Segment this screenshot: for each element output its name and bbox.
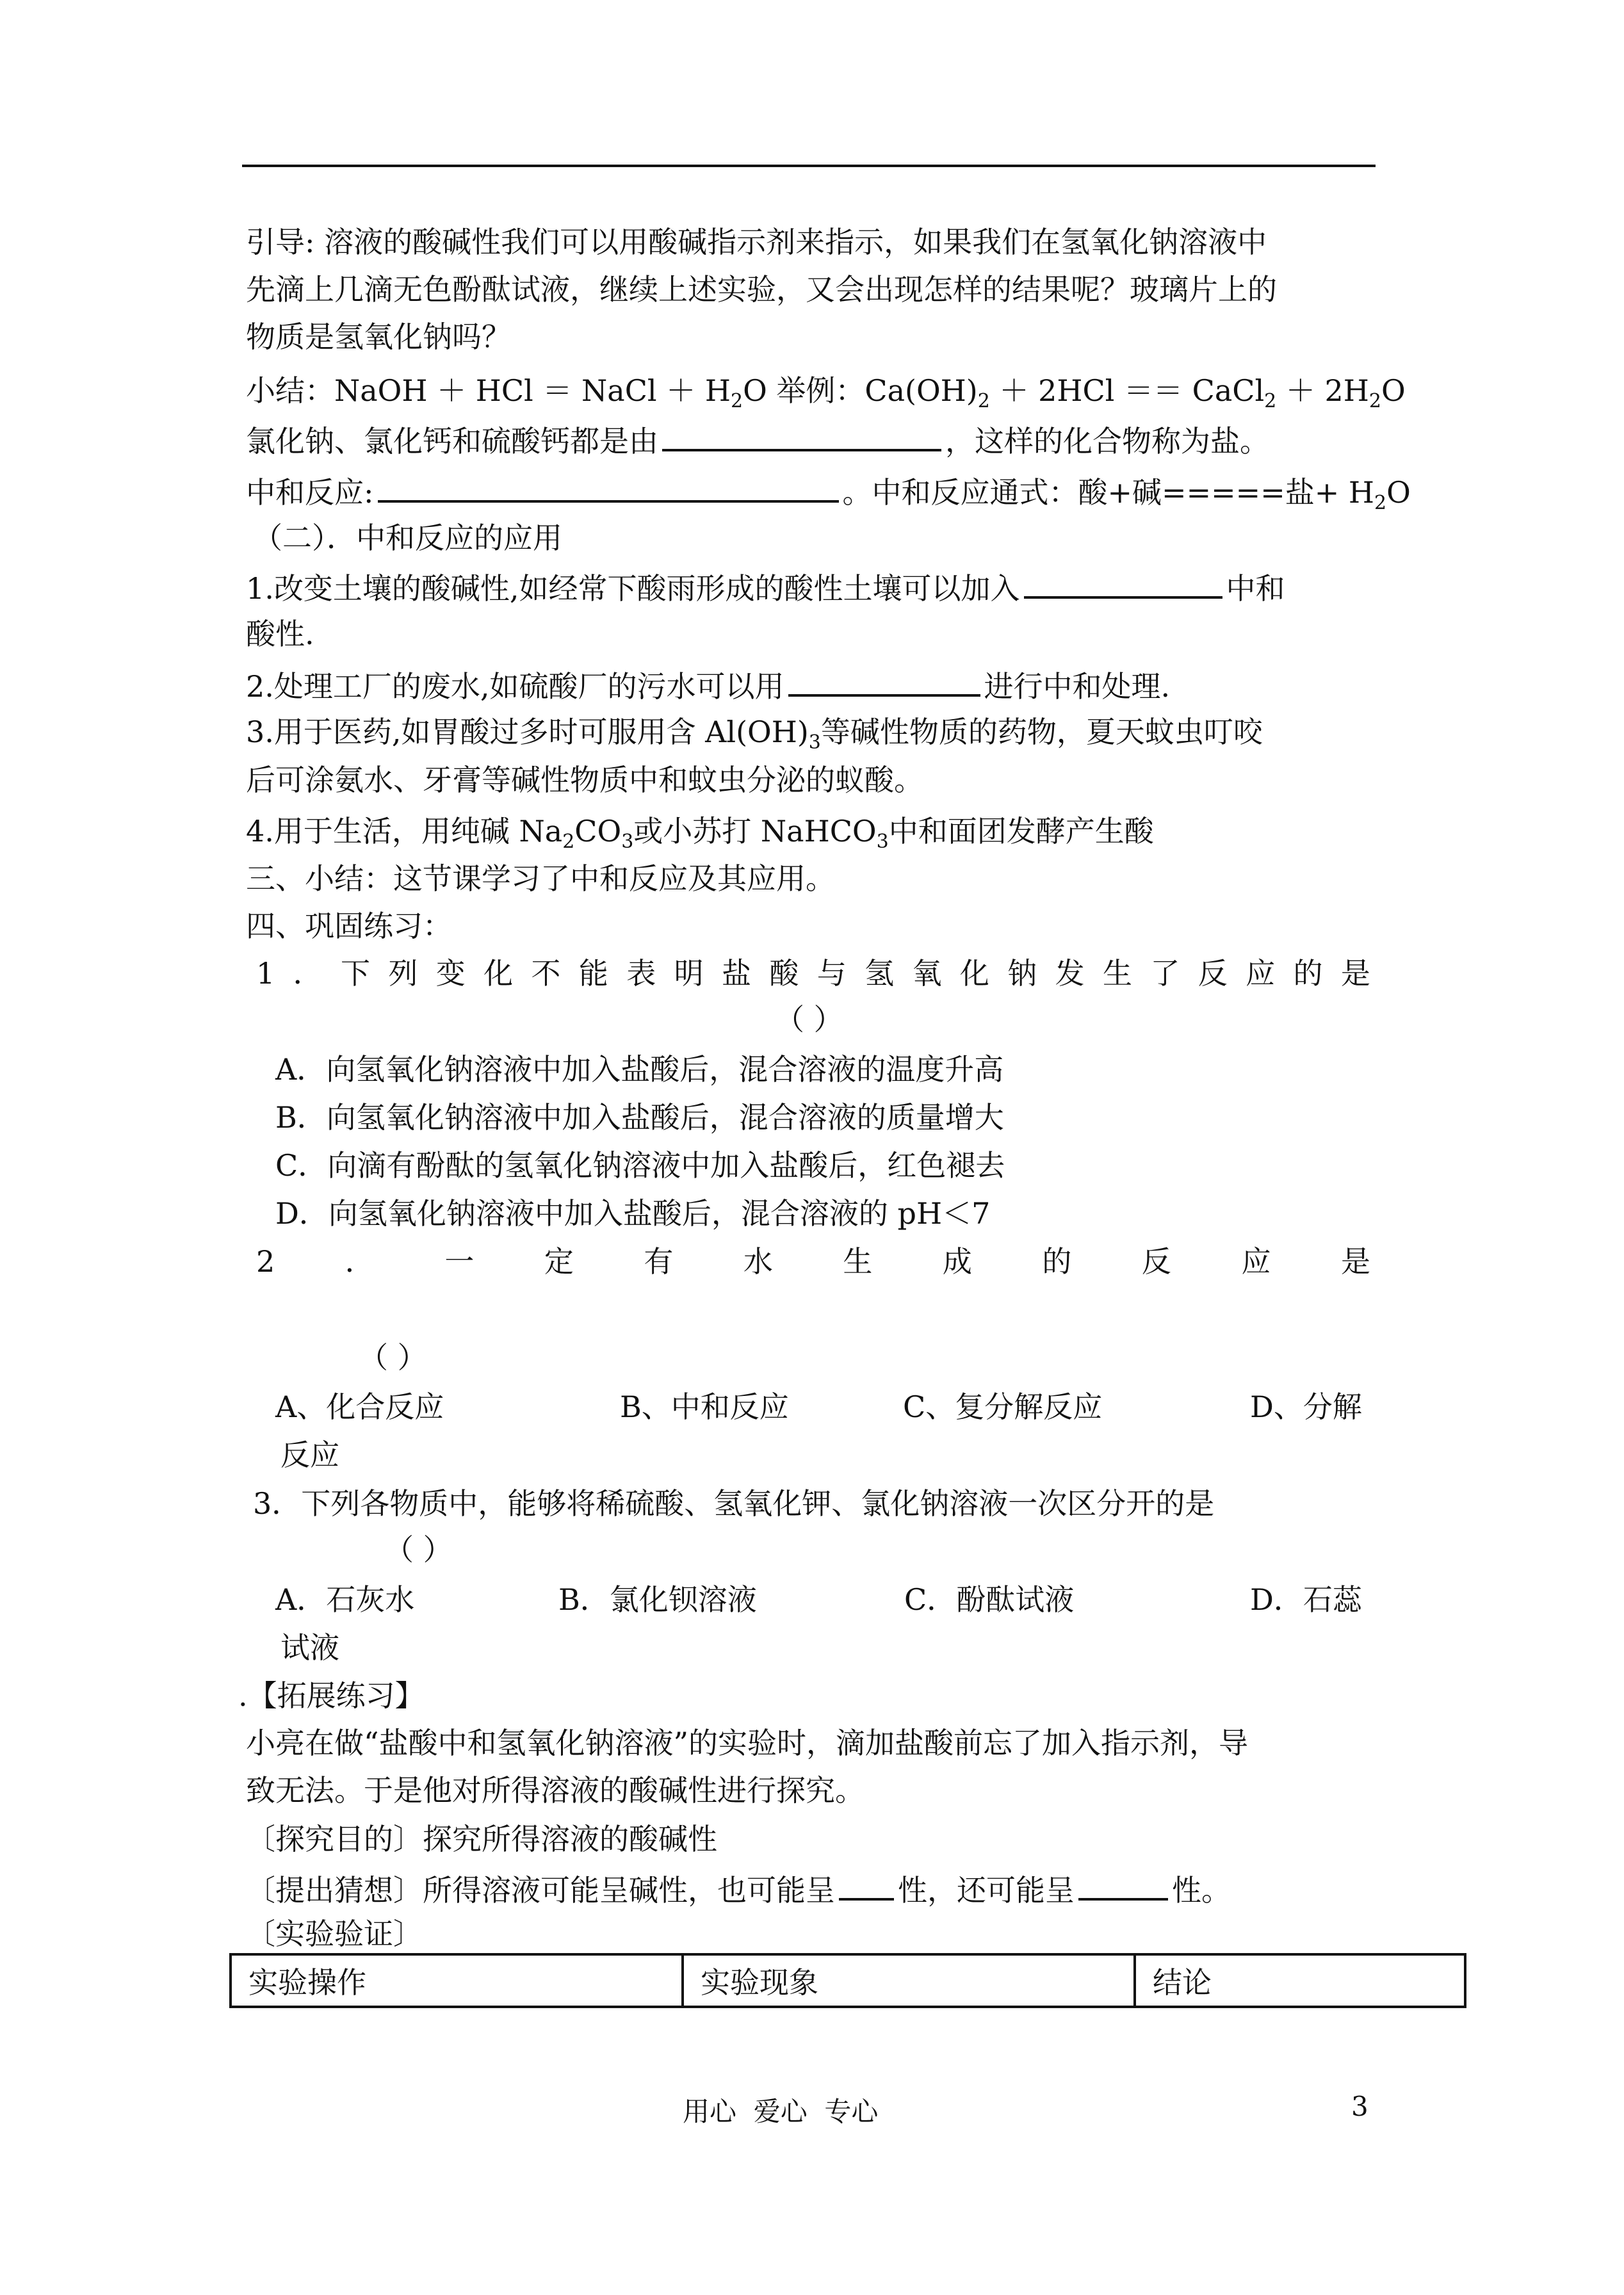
app-item-1: 1.改变土壤的酸碱性,如经常下酸雨形成的酸性土壤可以加入 中和: [246, 567, 1285, 605]
applications-heading: （二）．中和反应的应用: [253, 521, 562, 555]
q1-stem-char: 盐: [722, 956, 752, 991]
q1-stem-char: 发: [1055, 956, 1085, 991]
salt-definition: 氯化钠、氯化钙和硫酸钙都是由 ，这样的化合物称为盐。: [246, 419, 1269, 458]
q1-stem-char: 能: [578, 956, 608, 991]
q3-option-b: B．氯化钡溶液: [558, 1582, 757, 1617]
q2-option-b: B、中和反应: [620, 1390, 789, 1424]
q1-stem-char: 表: [626, 956, 656, 991]
q2-stem-char: 定: [544, 1244, 574, 1279]
intro-line-2: 先滴上几滴无色酚酞试液，继续上述实验，又会出现怎样的结果呢？玻璃片上的: [246, 272, 1277, 307]
q1-option-c: C．向滴有酚酞的氢氧化钠溶液中加入盐酸后，红色褪去: [275, 1148, 1005, 1183]
q1-stem-char: 钠: [1007, 956, 1037, 991]
salt-blank[interactable]: [662, 419, 941, 451]
q1-stem-char: 了: [1150, 956, 1180, 991]
q2-option-a: A、化合反应: [275, 1390, 444, 1424]
extension-line-1: 小亮在做“盐酸中和氢氧化钠溶液”的实验时，滴加盐酸前忘了加入指示剂，导: [246, 1726, 1249, 1760]
hypothesis-line: 〔提出猜想〕所得溶液可能呈碱性，也可能呈 性，还可能呈 性。: [246, 1869, 1231, 1907]
table-header-row: [231, 1954, 1465, 2007]
q3-option-d: D．石蕊: [1250, 1582, 1362, 1617]
q2-stem-char: 反: [1141, 1244, 1171, 1279]
neutralization-blank[interactable]: [378, 471, 839, 503]
section-summary: 三、小结：这节课学习了中和反应及其应用。: [246, 861, 835, 896]
q3-option-d-wrap: 试液: [280, 1630, 339, 1665]
q1-stem-char: 1: [256, 956, 275, 991]
q1-stem-char: 化: [483, 956, 514, 991]
q1-stem-char: 明: [674, 956, 704, 991]
q3-option-c: C．酚酞试液: [904, 1582, 1075, 1617]
app-item-3: 3.用于医药,如胃酸过多时可服用含 $Al(OH)_3$等碱性物质的药物，夏天蚊虫叮咬: [246, 715, 1263, 754]
hypothesis-blank-1[interactable]: [839, 1869, 894, 1901]
q1-stem-char: 生: [1103, 956, 1133, 991]
question-3-stem: 3．下列各物质中，能够将稀硫酸、氢氧化钾、氯化钠溶液一次区分开的是: [253, 1486, 1215, 1521]
q2-stem-char: 生: [843, 1244, 873, 1279]
q1-option-a: A．向氢氧化钠溶液中加入盐酸后，混合溶液的温度升高: [275, 1052, 1004, 1087]
question-1-answer-paren: （ ）: [775, 1002, 843, 1037]
q1-stem-char: 下: [341, 956, 371, 991]
app1-blank[interactable]: [1024, 567, 1222, 599]
q3-option-a: A．石灰水: [275, 1582, 415, 1617]
q2-option-c: C、复分解反应: [903, 1390, 1103, 1424]
q1-stem-char: 酸: [769, 956, 799, 991]
app2-blank[interactable]: [788, 665, 980, 697]
q2-stem-char: 2: [256, 1244, 275, 1279]
q2-option-d-wrap: 反应: [280, 1438, 339, 1472]
header-rule: [242, 165, 1376, 167]
experiment-table: [229, 1953, 1466, 2008]
q1-stem-char: 变: [435, 956, 466, 991]
app-item-4: 4.用于生活，用纯碱 $Na_2CO_3$或小苏打 NaHCO$_3$中和面团发酵产生酸: [246, 814, 1154, 853]
q1-stem-char: 反: [1198, 956, 1228, 991]
q1-stem-char: 是: [1340, 956, 1370, 991]
q2-stem-char: 一: [444, 1244, 475, 1279]
q1-option-b: B．向氢氧化钠溶液中加入盐酸后，混合溶液的质量增大: [275, 1100, 1004, 1135]
question-2-stem: [256, 1242, 1370, 1281]
neutralization-definition: 中和反应: 。中和反应通式：酸+碱=====盐+ $H_2O$: [246, 471, 1411, 509]
q1-stem-char: 化: [959, 956, 989, 991]
summary-equation: 小结：NaOH ＋ HCl ＝ NaCl ＋ $H_2O$ 举例：$Ca(OH)_2 + 2HCl$ ＝＝ CaCl$_2$ ＋ $2H_2O$: [246, 373, 1406, 412]
q2-stem-char: 的: [1042, 1244, 1072, 1279]
q2-stem-char: 是: [1340, 1244, 1370, 1279]
q2-stem-char: 有: [644, 1244, 674, 1279]
q1-stem-char: 列: [388, 956, 418, 991]
header-conclusion: 结论: [1135, 1954, 1465, 2007]
hypothesis-blank-2[interactable]: [1078, 1869, 1168, 1901]
q1-stem-char: 氧: [912, 956, 942, 991]
q1-stem-char: ．: [293, 956, 323, 991]
question-1-stem: [256, 954, 1370, 993]
app-item-3-cont: 后可涂氨水、牙膏等碱性物质中和蚊虫分泌的蚁酸。: [246, 763, 923, 797]
q1-stem-char: 的: [1293, 956, 1323, 991]
q1-option-d: D．向氢氧化钠溶液中加入盐酸后，混合溶液的 pH＜7: [275, 1196, 991, 1231]
app-item-2: 2.处理工厂的废水,如硫酸厂的污水可以用 进行中和处理.: [246, 665, 1170, 703]
q1-stem-char: 氢: [865, 956, 895, 991]
q2-stem-char: ．: [345, 1244, 375, 1279]
page-footer: 用心 爱心 专心: [683, 2096, 879, 2127]
header-operation: 实验操作: [231, 1954, 683, 2007]
q2-stem-char: 水: [743, 1244, 773, 1279]
question-3-answer-paren: （ ）: [384, 1532, 453, 1567]
app-item-1-cont: 酸性.: [246, 617, 314, 651]
q1-stem-char: 应: [1246, 956, 1276, 991]
q2-stem-char: 成: [942, 1244, 972, 1279]
header-phenomenon: 实验现象: [683, 1954, 1135, 2007]
extension-line-2: 致无法。于是他对所得溶液的酸碱性进行探究。: [246, 1773, 865, 1808]
q2-option-d: D、分解: [1250, 1390, 1362, 1424]
section-exercises: 四、巩固练习：: [246, 909, 452, 943]
verification-heading: 〔实验验证〕: [246, 1917, 423, 1951]
q1-stem-char: 与: [816, 956, 847, 991]
q2-stem-char: 应: [1241, 1244, 1271, 1279]
intro-line-1: 引导: 溶液的酸碱性我们可以用酸碱指示剂来指示，如果我们在氢氧化钠溶液中: [246, 225, 1267, 259]
q1-stem-char: 不: [531, 956, 561, 991]
extension-heading: .【拓展练习】: [238, 1678, 425, 1713]
inquiry-purpose: 〔探究目的〕探究所得溶液的酸碱性: [246, 1822, 717, 1856]
question-2-answer-paren: （ ）: [359, 1340, 427, 1375]
page-number: 3: [1351, 2091, 1368, 2122]
intro-line-3: 物质是氢氧化钠吗？: [246, 320, 511, 354]
